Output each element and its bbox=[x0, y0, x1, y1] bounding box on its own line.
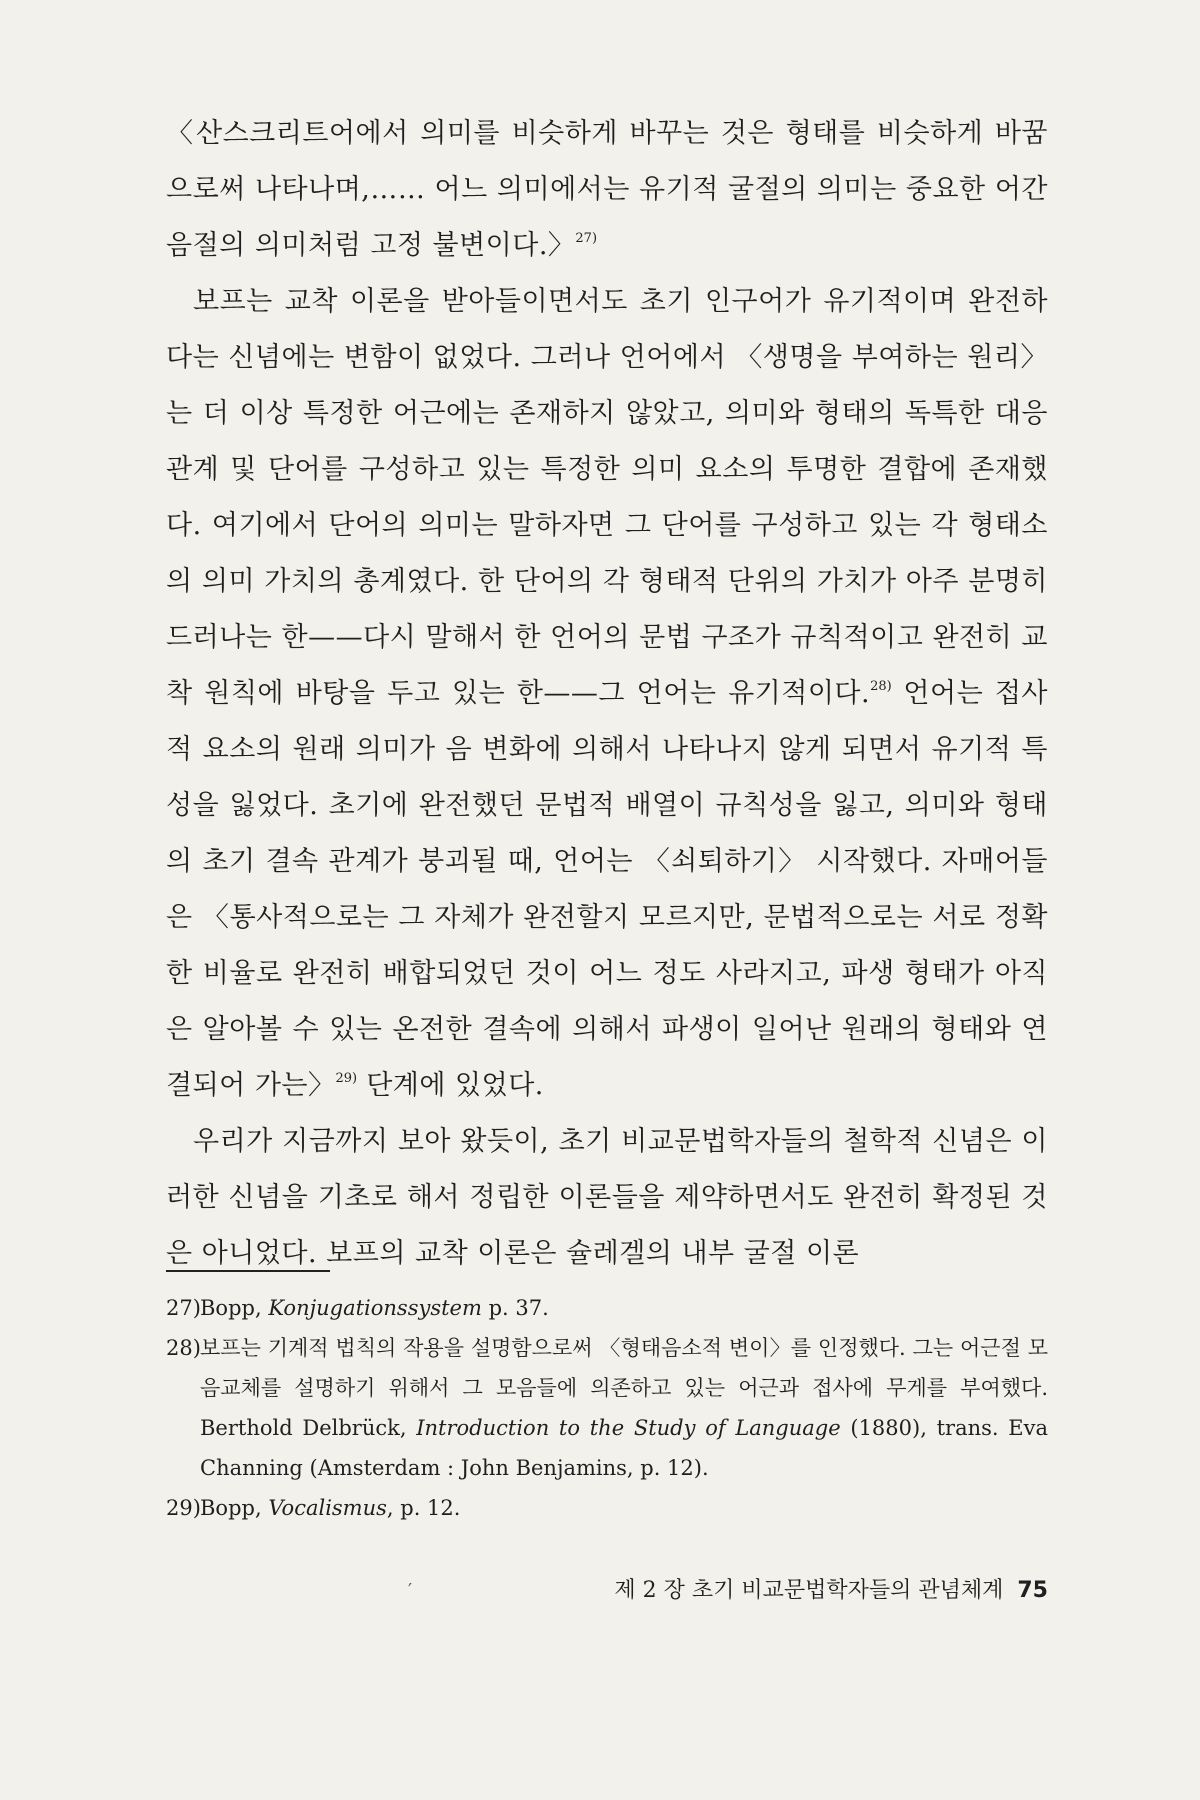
body-text bbox=[166, 106, 1048, 1282]
stray-mark: ′ bbox=[408, 1580, 413, 1601]
footnote-text bbox=[200, 1328, 1048, 1488]
footnote-ref: 29) bbox=[335, 1071, 358, 1086]
text-run: 보프는 교착 이론을 받아들이면서도 초기 인구어가 유기적이며 완전하다는 신념에는 변함이 없었다. 그러나 언어에서 〈생명을 부여하는 원리〉는 더 이상 특정한 어근에는 존재하지 않았고, 의미와 형태의 독특한 대응관계 및 단어를 구성하고 있는 특정한 의미 요소의 투명한 결합에 존재했다. 여기에서 단어의 의미는 말하자면 그 단어를 구성하고 있는 각 형태소의 의미 가치의 총계였다. 한 단어의 각 형태적 단위의 가치가 아주 분명히 드러나는 한——다시 말해서 한 언어의 문법 구조가 규칙적이고 완전히 교착 원칙에 바탕을 두고 있는 한——그 언어는 유기적이다. bbox=[166, 286, 1048, 709]
text-run: p. 37. bbox=[481, 1296, 549, 1320]
text-run: 보프는 기계적 법칙의 작용을 설명함으로써 〈형태음소적 변이〉를 인정했다. 그는 어근절 모음교체를 설명하기 위해서 그 모음들에 의존하고 있는 어근과 접사에 무게를 부여했다. Berthold Delbrück, bbox=[200, 1336, 1048, 1440]
text-run: 〈산스크리트어에서 의미를 비슷하게 바꾸는 것은 형태를 비슷하게 바꿈으로써 나타나며,…… 어느 의미에서는 유기적 굴절의 의미는 중요한 어간 음절의 의미처럼 고정 불변이다.〉 bbox=[166, 118, 1048, 261]
text-run: Bopp, bbox=[200, 1296, 269, 1320]
footnote-text bbox=[200, 1288, 1048, 1328]
footnote-ref: 27) bbox=[575, 231, 598, 246]
italic-title: Introduction to the Study of Language bbox=[416, 1416, 841, 1440]
text-run: 단계에 있었다. bbox=[357, 1070, 544, 1101]
footnote-number: 28) bbox=[166, 1336, 201, 1360]
paragraph bbox=[166, 106, 1048, 274]
footnote bbox=[166, 1328, 1048, 1488]
footnote-text bbox=[200, 1488, 1048, 1528]
page-number: 75 bbox=[1017, 1578, 1048, 1603]
text-run: , p. 12. bbox=[386, 1496, 461, 1520]
footnote bbox=[166, 1288, 1048, 1328]
text-run: 우리가 지금까지 보아 왔듯이, 초기 비교문법학자들의 철학적 신념은 이러한 신념을 기초로 해서 정립한 이론들을 제약하면서도 완전히 확정된 것은 아니었다. 보프의 교착 이론은 슐레겔의 내부 굴절 이론 bbox=[166, 1126, 1048, 1269]
paragraph bbox=[166, 1114, 1048, 1282]
footnotes bbox=[166, 1288, 1048, 1528]
footnote-rule bbox=[166, 1270, 330, 1272]
footnote-ref: 28) bbox=[870, 679, 892, 694]
footnote-number: 29) bbox=[166, 1496, 201, 1520]
page-footer bbox=[560, 1573, 1048, 1604]
text-run: Bopp, bbox=[200, 1496, 269, 1520]
paragraph bbox=[166, 274, 1048, 1114]
italic-title: Vocalismus bbox=[268, 1496, 387, 1520]
text-run: (1880), trans. Eva Channing (Amsterdam : John Benjamins, p. 12). bbox=[200, 1416, 1048, 1480]
italic-title: Konjugationssystem bbox=[268, 1296, 482, 1320]
footnote bbox=[166, 1488, 1048, 1528]
text-run: 언어는 접사적 요소의 원래 의미가 음 변화에 의해서 나타나지 않게 되면서 유기적 특성을 잃었다. 초기에 완전했던 문법적 배열이 규칙성을 잃고, 의미와 형태의 초기 결속 관계가 붕괴될 때, 언어는 〈쇠퇴하기〉 시작했다. 자매어들은 〈통사적으로는 그 자체가 완전할지 모르지만, 문법적으로는 서로 정확한 비율로 완전히 배합되었던 것이 어느 정도 사라지고, 파생 형태가 아직은 알아볼 수 있는 온전한 결속에 의해서 파생이 일어난 원래의 형태와 연결되어 가는〉 bbox=[166, 678, 1048, 1101]
running-head: 제 2 장 초기 비교문법학자들의 관념체계 bbox=[614, 1578, 1004, 1603]
footnote-number: 27) bbox=[166, 1296, 201, 1320]
